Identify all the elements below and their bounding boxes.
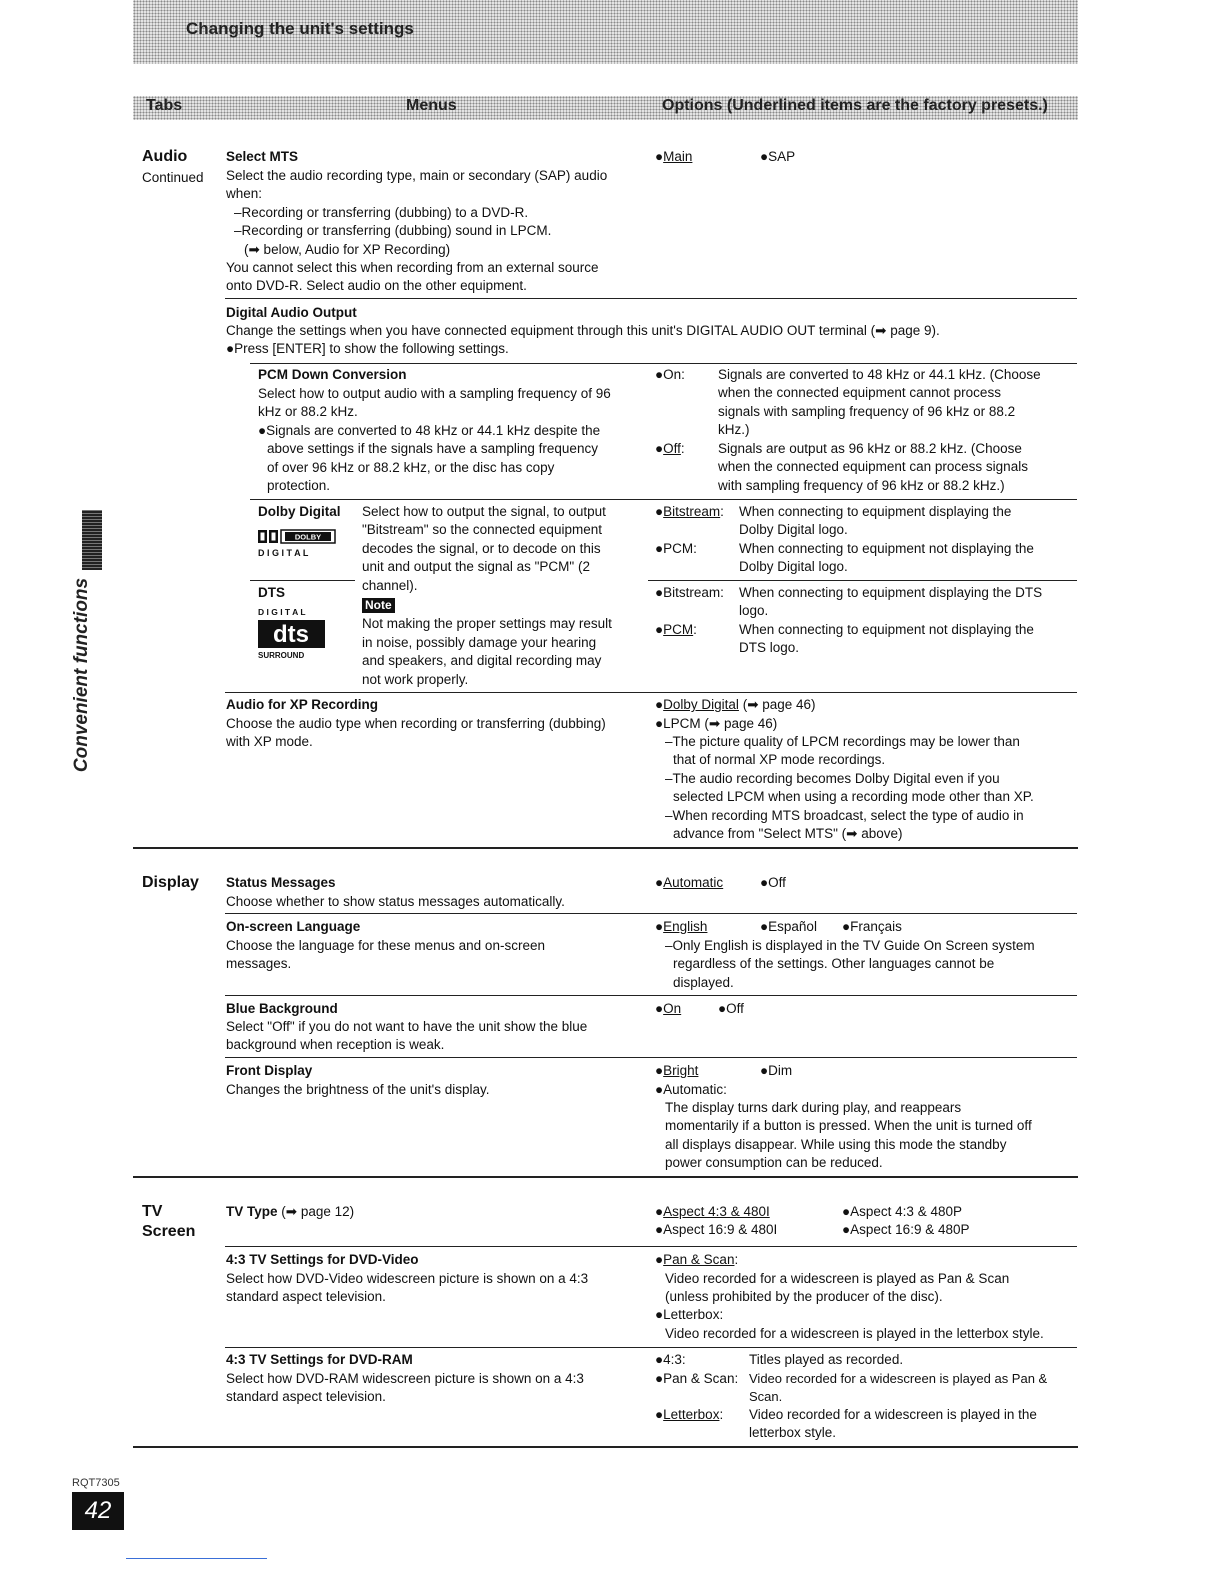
option-dts-bitstream: ●Bitstream: <box>655 585 724 600</box>
column-header-menus: Menus <box>406 97 457 114</box>
option-sap: ●SAP <box>760 149 796 164</box>
option-pcm-on-desc: Signals are converted to 48 kHz or 44.1 kHz. (Choose when the connected equipment cannot process signals with sampling frequency of 96 kHz or 88.2 kHz.) <box>718 367 1041 438</box>
option-dolby-bitstream: ●Bitstream: <box>655 504 724 519</box>
menu-dolby-digital: Dolby Digital <box>258 504 341 519</box>
language-desc: Choose the language for these menus and on-screen messages. <box>226 938 545 972</box>
tab-screen: Screen <box>142 1223 196 1240</box>
svg-text:DOLBY: DOLBY <box>294 532 322 542</box>
option-dim: ●Dim <box>760 1063 793 1078</box>
menu-select-mts: Select MTS <box>226 149 299 164</box>
option-letterbox: ●Letterbox: <box>655 1307 724 1322</box>
option-dts-pcm-desc: When connecting to equipment not displaying the DTS logo. <box>739 622 1034 656</box>
tab-tv: TV <box>142 1203 163 1220</box>
option-blue-on: ●On <box>655 1001 682 1016</box>
dolby-digital-logo <box>258 528 348 565</box>
option-pcm-on: ●On: <box>655 367 685 382</box>
menu-tv-type: TV Type (➡ page 12) <box>226 1204 355 1219</box>
option-ram-pan-scan: ●Pan & Scan: <box>655 1371 739 1386</box>
bottom-rule <box>126 1558 267 1559</box>
option-ram-letterbox: ●Letterbox: <box>655 1407 724 1422</box>
option-aspect-43-480p: ●Aspect 4:3 & 480P <box>842 1204 962 1219</box>
front-display-desc: Changes the brightness of the unit's display. <box>226 1082 490 1097</box>
menu-43-dvd-video: 4:3 TV Settings for DVD-Video <box>226 1252 419 1267</box>
digital-audio-output-desc: Change the settings when you have connected equipment through this unit's DIGITAL AUDIO OUT terminal (➡ page 9). <box>226 323 940 338</box>
column-header-options: Options (Underlined items are the factory presets.) <box>662 97 1048 114</box>
dvd-ram-desc: Select how DVD-RAM widescreen picture is shown on a 4:3 standard aspect television. <box>226 1371 584 1405</box>
tab-audio: Audio <box>142 148 188 165</box>
section-marker <box>82 510 102 570</box>
pcm-desc: Select how to output audio with a sampling frequency of 96 kHz or 88.2 kHz. ●Signals are converted to 48 kHz or 44.1 kHz despite the above settings if the signals have a sampling frequency of over 96 kHz or 88.2 kHz, or the disc has copy protection. <box>258 386 611 494</box>
option-status-off: ●Off <box>760 875 786 890</box>
svg-text:SURROUND: SURROUND <box>258 651 305 660</box>
option-pcm-off: ●Off: <box>655 441 685 456</box>
side-label: Convenient functions <box>70 577 92 773</box>
menu-status-messages: Status Messages <box>226 875 336 890</box>
option-blue-off: ●Off <box>718 1001 744 1016</box>
option-dolby-pcm: ●PCM: <box>655 541 697 556</box>
svg-text:dts: dts <box>273 621 309 648</box>
tab-display: Display <box>142 874 199 891</box>
note-badge: Note <box>362 598 395 613</box>
xp-notes: –The picture quality of LPCM recordings may be lower than that of normal XP mode recordings. –The audio recording becomes Dolby Digital even if you selected LPCM when using a recording mode other than XP. –When recording MTS broadcast, select the type of audio in advance from "Select MTS" (➡ above) <box>665 734 1034 842</box>
option-pcm-off-desc: Signals are output as 96 kHz or 88.2 kHz. (Choose when the connected equipment can process signals with sampling frequency of 96 kHz or 88.2 kHz.) <box>718 441 1028 493</box>
menu-audio-for-xp: Audio for XP Recording <box>226 697 379 712</box>
select-mts-desc: Select the audio recording type, main or secondary (SAP) audio when: –Recording or transferring (dubbing) to a DVD-R. –Recording or transferring (dubbing) sound in LPCM. (➡ below, Audio for XP Recording) You cannot select this when recording from an external source onto DVD-R. Select audio on the other equipment. <box>226 168 608 294</box>
document-code: RQT7305 <box>72 1477 120 1489</box>
status-messages-desc: Choose whether to show status messages automatically. <box>226 894 565 909</box>
menu-front-display: Front Display <box>226 1063 313 1078</box>
option-dts-bitstream-desc: When connecting to equipment displaying the DTS logo. <box>739 585 1043 619</box>
language-notes: –Only English is displayed in the TV Guide On Screen system regardless of the settings. Other languages cannot be displayed. <box>665 938 1035 990</box>
option-ram-letterbox-desc: Video recorded for a widescreen is played in the letterbox style. <box>749 1407 1037 1441</box>
option-aspect-169-480i: ●Aspect 16:9 & 480I <box>655 1222 778 1237</box>
option-francais: ●Français <box>842 919 902 934</box>
menu-43-dvd-ram: 4:3 TV Settings for DVD-RAM <box>226 1352 413 1367</box>
dts-logo <box>258 606 330 667</box>
svg-text:D I G I T A L: D I G I T A L <box>258 607 306 617</box>
menu-blue-background: Blue Background <box>226 1001 338 1016</box>
option-espanol: ●Español <box>760 919 817 934</box>
dvd-video-desc: Select how DVD-Video widescreen picture is shown on a 4:3 standard aspect television. <box>226 1271 589 1305</box>
menu-digital-audio-output: Digital Audio Output <box>226 305 357 320</box>
option-aspect-43-480i: ●Aspect 4:3 & 480I <box>655 1204 770 1219</box>
option-main: ●Main <box>655 149 693 164</box>
option-aspect-169-480p: ●Aspect 16:9 & 480P <box>842 1222 970 1237</box>
option-xp-dolby: ●Dolby Digital (➡ page 46) <box>655 697 816 712</box>
option-english: ●English <box>655 919 708 934</box>
menu-pcm-down-conversion: PCM Down Conversion <box>258 367 407 382</box>
dolby-dts-desc: Select how to output the signal, to output "Bitstream" so the connected equipment decodes the signal, or to decode on this unit and output the signal as "PCM" (2 channel). Note Not making the proper settings may result in noise, possibly damage your hearing and speakers, and digital recording may not work properly. <box>362 504 612 687</box>
option-dolby-pcm-desc: When connecting to equipment not displaying the Dolby Digital logo. <box>739 541 1034 575</box>
option-ram-43-desc: Titles played as recorded. <box>749 1352 904 1367</box>
audio-xp-desc: Choose the audio type when recording or transferring (dubbing) with XP mode. <box>226 716 606 750</box>
option-ram-pan-scan-desc: Video recorded for a widescreen is played as Pan & Scan. <box>749 1371 1048 1405</box>
pan-scan-desc: Video recorded for a widescreen is played as Pan & Scan (unless prohibited by the producer of the disc). <box>665 1271 1010 1305</box>
digital-audio-output-note: ●Press [ENTER] to show the following settings. <box>226 341 509 356</box>
option-xp-lpcm: ●LPCM (➡ page 46) <box>655 716 778 731</box>
option-front-automatic: ●Automatic: <box>655 1082 727 1097</box>
letterbox-desc: Video recorded for a widescreen is played in the letterbox style. <box>665 1326 1044 1341</box>
page-number: 42 <box>72 1492 124 1530</box>
front-display-notes: The display turns dark during play, and reappears momentarily if a button is pressed. When the unit is turned off all displays disappear. While using this mode the standby power consumption can be reduced. <box>665 1100 1032 1171</box>
column-header-tabs: Tabs <box>146 97 183 114</box>
menu-on-screen-language: On-screen Language <box>226 919 361 934</box>
option-dolby-bitstream-desc: When connecting to equipment displaying the Dolby Digital logo. <box>739 504 1012 538</box>
blue-background-desc: Select "Off" if you do not want to have the unit show the blue background when reception is weak. <box>226 1019 588 1053</box>
option-dts-pcm: ●PCM: <box>655 622 697 637</box>
svg-text:D I G I T A L: D I G I T A L <box>258 548 309 558</box>
option-bright: ●Bright <box>655 1063 699 1078</box>
tab-audio-continued: Continued <box>142 170 204 185</box>
menu-dts: DTS <box>258 585 285 600</box>
option-pan-scan: ●Pan & Scan: <box>655 1252 739 1267</box>
option-automatic: ●Automatic <box>655 875 724 890</box>
option-ram-43: ●4:3: <box>655 1352 686 1367</box>
page-title: Changing the unit's settings <box>186 19 414 38</box>
